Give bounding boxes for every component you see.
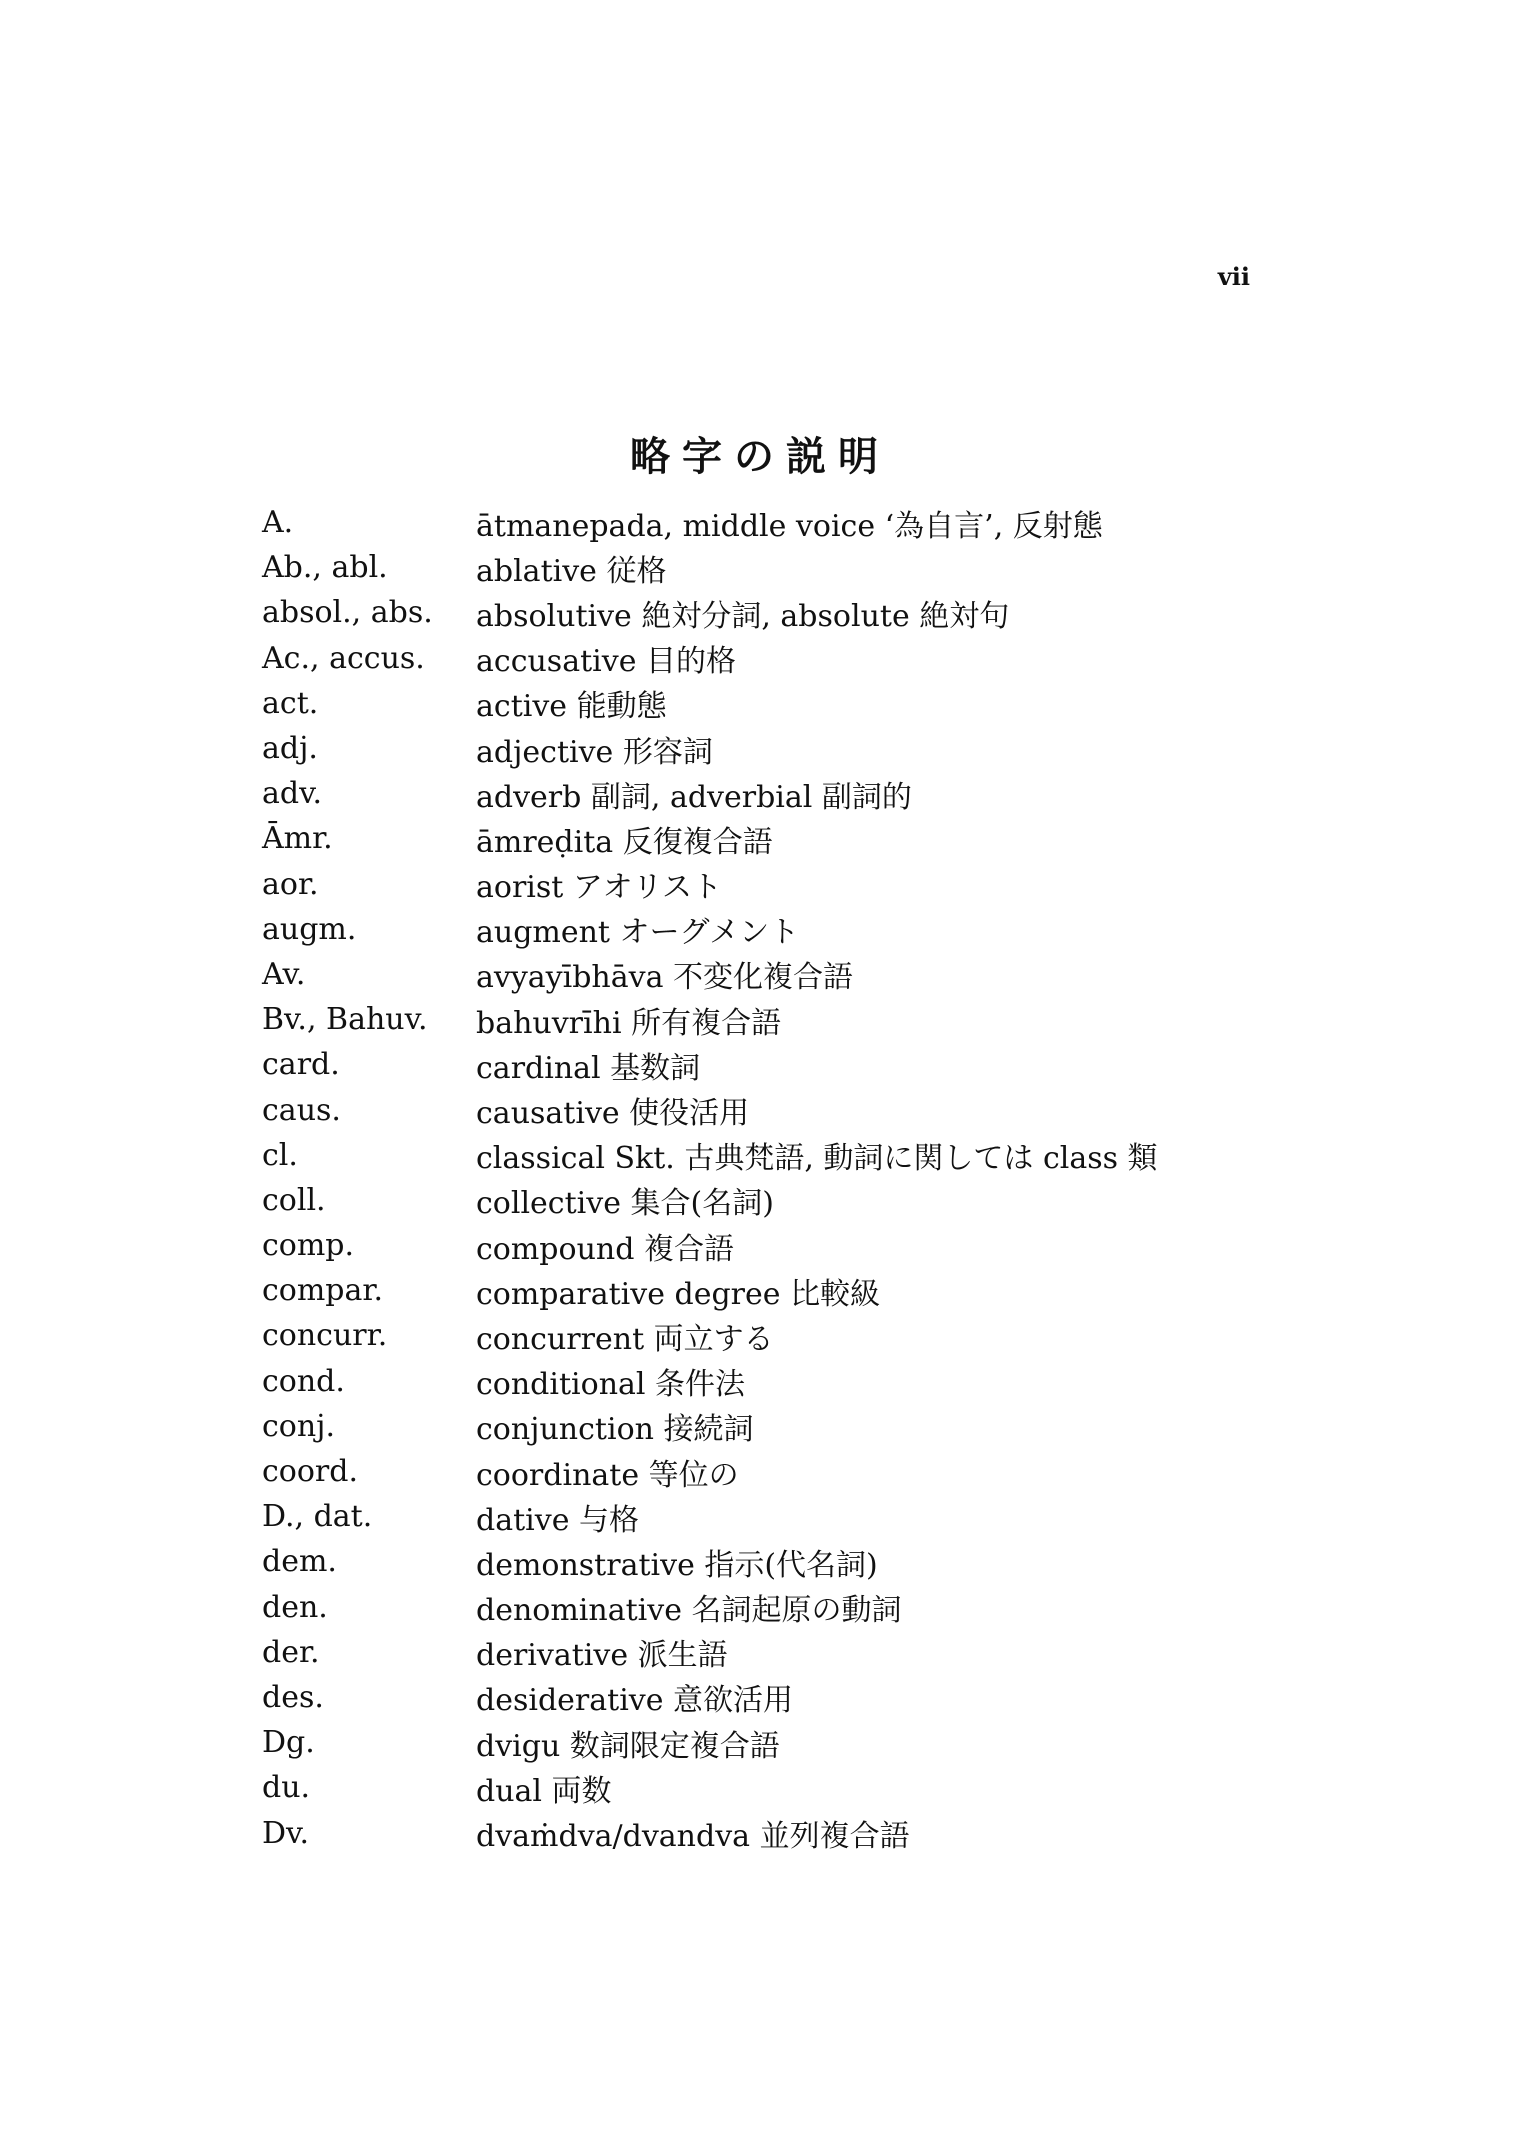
abbreviation-term: Av. xyxy=(262,956,306,992)
abbreviation-definition: āmreḍita 反復複合語 xyxy=(476,824,773,860)
abbreviation-term: absol., abs. xyxy=(262,595,433,631)
abbreviation-entry xyxy=(262,1359,1158,1404)
abbreviation-entry xyxy=(262,500,1158,545)
abbreviation-entry xyxy=(262,907,1158,952)
abbreviation-entry xyxy=(262,1810,1158,1855)
abbreviation-definition: causative 使役活用 xyxy=(476,1096,750,1132)
abbreviation-definition: adjective 形容詞 xyxy=(476,734,713,770)
abbreviation-entry xyxy=(262,771,1158,816)
abbreviation-definition: adverb 副詞, adverbial 副詞的 xyxy=(476,779,912,815)
abbreviation-term: adv. xyxy=(262,776,323,812)
abbreviation-term: aor. xyxy=(262,866,319,902)
abbreviation-term: act. xyxy=(262,685,319,721)
abbreviation-entry xyxy=(262,1313,1158,1358)
abbreviation-term: coord. xyxy=(262,1454,359,1490)
abbreviation-term: augm. xyxy=(262,911,357,947)
abbreviation-definition: collective 集合(名詞) xyxy=(476,1186,774,1222)
abbreviation-definition: bahuvrīhi 所有複合語 xyxy=(476,1005,782,1041)
abbreviation-entry xyxy=(262,1178,1158,1223)
abbreviation-definition: cardinal 基数詞 xyxy=(476,1050,701,1086)
abbreviation-definition: absolutive 絶対分詞, absolute 絶対句 xyxy=(476,598,1010,634)
abbreviation-term: der. xyxy=(262,1634,320,1670)
abbreviation-term: des. xyxy=(262,1679,324,1715)
abbreviation-definition: desiderative 意欲活用 xyxy=(476,1683,794,1719)
abbreviation-entry xyxy=(262,1630,1158,1675)
abbreviation-term: Ac., accus. xyxy=(262,640,425,676)
abbreviation-entry xyxy=(262,1449,1158,1494)
abbreviation-entry xyxy=(262,681,1158,726)
abbreviation-term: du. xyxy=(262,1770,311,1806)
abbreviation-entry xyxy=(262,1223,1158,1268)
abbreviation-definition: augment オーグメント xyxy=(476,915,800,951)
abbreviation-term: Ab., abl. xyxy=(262,550,388,586)
abbreviation-entry xyxy=(262,636,1158,681)
abbreviation-entry xyxy=(262,1042,1158,1087)
abbreviation-definition: dual 両数 xyxy=(476,1773,612,1809)
abbreviation-entry xyxy=(262,726,1158,771)
abbreviation-entry xyxy=(262,1133,1158,1178)
abbreviation-definition: derivative 派生語 xyxy=(476,1638,728,1674)
abbreviation-definition: comparative degree 比較級 xyxy=(476,1276,881,1312)
abbreviation-entry xyxy=(262,1494,1158,1539)
abbreviation-term: conj. xyxy=(262,1408,336,1444)
abbreviation-term: Bv., Bahuv. xyxy=(262,1002,428,1038)
abbreviation-definition: coordinate 等位の xyxy=(476,1457,739,1493)
abbreviation-definition: compound 複合語 xyxy=(476,1231,734,1267)
abbreviation-entry xyxy=(262,1765,1158,1810)
abbreviation-term: D., dat. xyxy=(262,1499,373,1535)
abbreviation-term: caus. xyxy=(262,1092,341,1128)
abbreviation-entry xyxy=(262,952,1158,997)
abbreviation-entry xyxy=(262,862,1158,907)
abbreviation-definition: denominative 名詞起原の動詞 xyxy=(476,1593,902,1629)
abbreviation-entry xyxy=(262,1720,1158,1765)
abbreviation-term: Dg. xyxy=(262,1725,315,1761)
abbreviation-definition: active 能動態 xyxy=(476,689,667,725)
abbreviation-definition: ablative 従格 xyxy=(476,553,667,589)
abbreviation-entry xyxy=(262,545,1158,590)
abbreviation-entry xyxy=(262,1268,1158,1313)
abbreviation-definition: demonstrative 指示(代名詞) xyxy=(476,1547,878,1583)
abbreviation-term: den. xyxy=(262,1589,328,1625)
abbreviation-entry xyxy=(262,1675,1158,1720)
abbreviation-definition: dative 与格 xyxy=(476,1502,639,1538)
page-title: 略字の説明 xyxy=(630,432,890,480)
abbreviation-term: cond. xyxy=(262,1363,345,1399)
abbreviation-definition: dvaṁdva/dvandva 並列複合語 xyxy=(476,1819,910,1855)
abbreviation-term: A. xyxy=(262,505,294,541)
abbreviation-term: dem. xyxy=(262,1544,337,1580)
abbreviation-definition: dvigu 数詞限定複合語 xyxy=(476,1728,780,1764)
abbreviation-term: Āmr. xyxy=(262,821,333,857)
abbreviation-definition: concurrent 両立する xyxy=(476,1321,774,1357)
abbreviation-term: compar. xyxy=(262,1273,383,1309)
abbreviation-definition: classical Skt. 古典梵語, 動詞に関しては class 類 xyxy=(476,1141,1158,1177)
abbreviation-term: Dv. xyxy=(262,1815,309,1851)
abbreviation-entry xyxy=(262,1539,1158,1584)
abbreviation-definition: conjunction 接続詞 xyxy=(476,1412,754,1448)
abbreviation-term: coll. xyxy=(262,1182,326,1218)
abbreviation-entry xyxy=(262,590,1158,635)
abbreviation-list xyxy=(262,500,1158,1856)
abbreviation-definition: aorist アオリスト xyxy=(476,870,722,906)
abbreviation-term: cl. xyxy=(262,1137,298,1173)
abbreviation-entry xyxy=(262,816,1158,861)
abbreviation-definition: avyayībhāva 不変化複合語 xyxy=(476,960,853,996)
abbreviation-definition: accusative 目的格 xyxy=(476,644,736,680)
abbreviation-definition: conditional 条件法 xyxy=(476,1367,746,1403)
abbreviation-entry xyxy=(262,1404,1158,1449)
page-number: vii xyxy=(1217,262,1250,291)
abbreviation-term: comp. xyxy=(262,1228,355,1264)
abbreviation-entry xyxy=(262,997,1158,1042)
abbreviation-entry xyxy=(262,1585,1158,1630)
abbreviation-term: concurr. xyxy=(262,1318,388,1354)
abbreviation-term: adj. xyxy=(262,731,318,767)
abbreviation-term: card. xyxy=(262,1047,340,1083)
abbreviation-entry xyxy=(262,1087,1158,1132)
abbreviation-definition: ātmanepada, middle voice ‘為自言’, 反射態 xyxy=(476,508,1103,544)
